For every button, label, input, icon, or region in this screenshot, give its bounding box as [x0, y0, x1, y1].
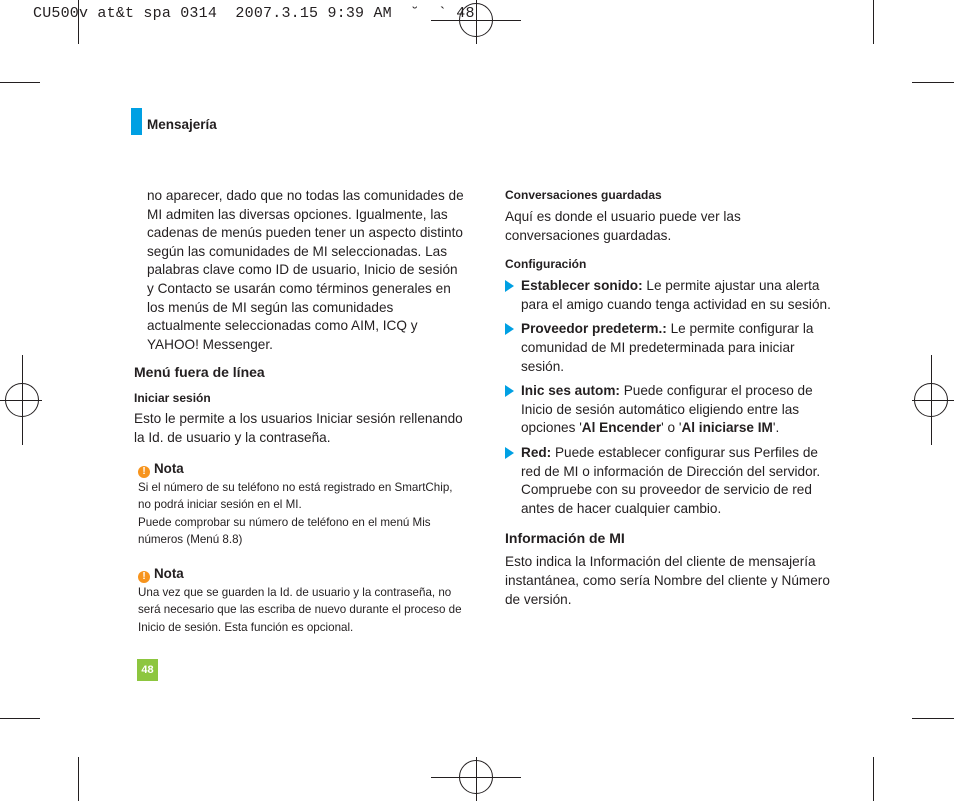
section-title: Mensajería	[147, 117, 217, 132]
crop-mark	[78, 757, 79, 801]
right-column	[505, 188, 837, 609]
option-al-encender: Al Encender	[581, 420, 662, 436]
list-item	[505, 277, 837, 314]
crop-mark	[0, 718, 40, 719]
item-text: Puede configurar el proceso de Inicio de sesión automático eligiendo entre las opciones '	[521, 383, 813, 436]
item-text: ' o '	[661, 420, 682, 436]
crop-mark	[873, 0, 874, 44]
note-block-2	[134, 565, 464, 637]
note-block-1	[134, 460, 464, 549]
login-heading: Iniciar sesión	[134, 391, 211, 406]
saved-conversations-paragraph: Aquí es donde el usuario puede ver las conversaciones guardadas.	[505, 209, 741, 243]
list-item	[505, 320, 837, 376]
triangle-bullet-icon	[505, 385, 514, 397]
note-text: Puede comprobar su número de teléfono en el menú Mis números (Menú 8.8)	[138, 515, 431, 547]
list-item	[505, 382, 837, 438]
print-header: CU500v at&t spa 0314 2007.3.15 9:39 AM ˘ ` 48	[33, 5, 475, 22]
exclamation-icon: !	[138, 571, 150, 583]
exclamation-icon: !	[138, 466, 150, 478]
item-label: Establecer sonido:	[521, 278, 643, 294]
note-label: Nota	[154, 565, 184, 581]
item-label: Inic ses autom:	[521, 383, 620, 399]
mi-info-heading: Información de MI	[505, 530, 625, 547]
login-paragraph: Esto le permite a los usuarios Iniciar sesión rellenando la Id. de usuario y la contraseña.	[134, 411, 463, 445]
triangle-bullet-icon	[505, 323, 514, 335]
configuration-heading: Configuración	[505, 257, 587, 272]
crop-mark	[873, 757, 874, 801]
item-label: Red:	[521, 444, 552, 460]
item-text: Le permite ajustar una alerta para el amigo cuando tenga actividad en su sesión.	[521, 278, 831, 312]
crop-mark	[0, 82, 40, 83]
item-text: Le permite configurar la comunidad de MI predeterminada para iniciar sesión.	[521, 321, 814, 374]
crop-mark	[912, 718, 954, 719]
triangle-bullet-icon	[505, 280, 514, 292]
item-text: '.	[772, 420, 780, 436]
item-text: Puede establecer configurar sus Perfiles de red de MI o información de Dirección del servidor. Compruebe con su proveedor de servicio de red antes de hacer cualquier cambio.	[521, 444, 821, 516]
crop-mark	[912, 82, 954, 83]
intro-paragraph: no aparecer, dado que no todas las comunidades de MI admiten las diversas opciones. Igualmente, las cadenas de menús pueden tener un aspecto distinto según las comunidades de MI seleccionadas. Las palabras clave como ID de usuario, Inicio de sesión y Contacto se usarán como términos generales en los menús de MI según las comunidades actualmente seleccionadas como AIM, ICQ y YAHOO! Messenger.	[147, 188, 464, 352]
mi-info-paragraph: Esto indica la Información del cliente de mensajería instantánea, como sería Nombre del cliente y Número de versión.	[505, 554, 830, 607]
left-column	[134, 187, 464, 636]
triangle-bullet-icon	[505, 447, 514, 459]
section-bar	[131, 108, 142, 135]
list-item	[505, 444, 837, 518]
option-al-iniciarse-im: Al iniciarse IM	[681, 420, 773, 436]
saved-conversations-heading: Conversaciones guardadas	[505, 188, 662, 202]
note-text: Si el número de su teléfono no está registrado en SmartChip, no podrá iniciar sesión en el MI.	[138, 480, 453, 512]
offline-menu-heading: Menú fuera de línea	[134, 364, 265, 381]
note-label: Nota	[154, 460, 184, 476]
page-number-badge: 48	[137, 659, 158, 681]
note-text: Una vez que se guarden la Id. de usuario y la contraseña, no será necesario que las escriba de nuevo durante el proceso de Inicio de sesión. Esta función es opcional.	[138, 585, 462, 634]
item-label: Proveedor predeterm.:	[521, 321, 667, 337]
